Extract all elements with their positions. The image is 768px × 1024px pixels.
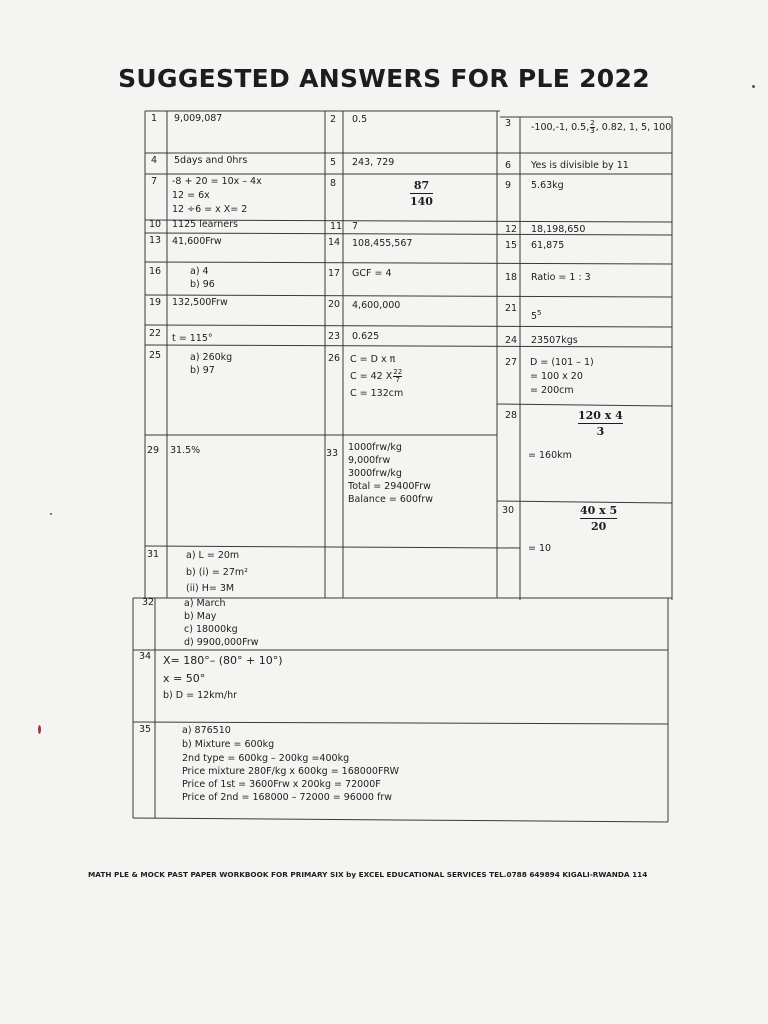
- q32-line-1: a) March: [184, 598, 226, 609]
- q16-line-2: b) 96: [190, 279, 215, 290]
- q8-number: 8: [330, 178, 337, 189]
- q27-line-1: D = (101 – 1): [530, 357, 594, 368]
- q13-number: 13: [149, 235, 162, 246]
- q22-answer: t = 115°: [172, 333, 213, 344]
- q19-number: 19: [149, 297, 162, 308]
- q7-line-3: 12 ÷6 = x X= 2: [172, 204, 248, 215]
- q16-number: 16: [149, 266, 162, 277]
- q11-number: 11: [330, 221, 343, 232]
- q9-answer: 5.63kg: [531, 180, 564, 191]
- q32-line-3: c) 18000kg: [184, 624, 238, 635]
- q32-number: 32: [142, 597, 155, 608]
- q31-line-3: (ii) H= 3M: [186, 583, 235, 594]
- q30-result: = 10: [528, 543, 552, 554]
- q4-number: 4: [151, 155, 158, 166]
- q34-line-2: x = 50°: [163, 672, 206, 685]
- q26-line-2: C = 42 X $\frac{22}{7}$: [350, 368, 403, 384]
- q25-number: 25: [149, 350, 162, 361]
- q33-line-2: 9,000frw: [348, 455, 391, 466]
- q13-answer: 41,600Frw: [172, 236, 222, 247]
- q28-result: = 160km: [528, 450, 572, 461]
- q30-number: 30: [502, 505, 515, 516]
- q9-number: 9: [505, 180, 512, 191]
- q6-number: 6: [505, 160, 512, 171]
- q6-answer: Yes is divisible by 11: [531, 160, 629, 171]
- q25-line-1: a) 260kg: [190, 352, 233, 363]
- q27-line-2: = 100 x 20: [530, 371, 583, 382]
- q31-line-1: a) L = 20m: [186, 550, 240, 561]
- q33-line-4: Total = 29400Frw: [348, 481, 431, 492]
- q22-number: 22: [149, 328, 162, 339]
- scan-speck: [38, 725, 41, 734]
- q35-number: 35: [139, 724, 152, 735]
- q26-line-1: C = D x π: [350, 354, 396, 365]
- q7-number: 7: [151, 176, 158, 187]
- q35-line-4: Price mixture 280F/kg x 600kg = 168000FRW: [182, 766, 400, 777]
- q34-number: 34: [139, 651, 152, 662]
- q15-number: 15: [505, 240, 518, 251]
- q31-number: 31: [147, 549, 160, 560]
- q33-number: 33: [326, 448, 339, 459]
- q35-line-1: a) 876510: [182, 725, 231, 736]
- q35-line-2: b) Mixture = 600kg: [182, 739, 275, 750]
- q1-answer: 9,009,087: [174, 113, 223, 124]
- q19-answer: 132,500Frw: [172, 297, 228, 308]
- q21-number: 21: [505, 303, 518, 314]
- q5-number: 5: [330, 157, 337, 168]
- q25-line-2: b) 97: [190, 365, 215, 376]
- q33-line-3: 3000frw/kg: [348, 468, 402, 479]
- q10-number: 10: [149, 219, 162, 230]
- q16-line-1: a) 4: [190, 266, 209, 277]
- q31-line-2: b) (i) = 27m²: [186, 567, 248, 578]
- q29-number: 29: [147, 445, 160, 456]
- q20-answer: 4,600,000: [352, 300, 401, 311]
- q27-number: 27: [505, 357, 518, 368]
- q21-answer: $5^5$: [531, 309, 542, 323]
- q24-answer: 23507kgs: [531, 335, 578, 346]
- q18-answer: Ratio = 1 : 3: [531, 272, 591, 283]
- q15-answer: 61,875: [531, 240, 565, 251]
- q24-number: 24: [505, 335, 518, 346]
- q28-number: 28: [505, 410, 518, 421]
- q14-number: 14: [328, 237, 341, 248]
- q3-answer: -100,-1, 0.5, $\frac{2}{3}$ , 0.82, 1, 5, 100: [531, 119, 672, 135]
- q11-answer: 7: [352, 221, 359, 232]
- q12-answer: 18,198,650: [531, 224, 586, 235]
- q34-line-1: X= 180°– (80° + 10°): [163, 654, 283, 667]
- q33-line-5: Balance = 600frw: [348, 494, 434, 505]
- q4-answer: 5days and 0hrs: [174, 155, 248, 166]
- scan-speck: [752, 85, 755, 88]
- q23-answer: 0.625: [352, 331, 380, 342]
- page-footer: MATH PLE & MOCK PAST PAPER WORKBOOK FOR PRIMARY SIX by EXCEL EDUCATIONAL SERVICES TEL.0788 649894 KIGALI-RWANDA 114: [88, 870, 648, 879]
- q32-line-2: b) May: [184, 611, 217, 622]
- q14-answer: 108,455,567: [352, 238, 413, 249]
- q2-answer: 0.5: [352, 114, 368, 125]
- q29-answer: 31.5%: [170, 445, 201, 456]
- q1-number: 1: [151, 113, 158, 124]
- scan-speck: [50, 513, 52, 515]
- q3-fraction: $\frac{2}{3}$: [590, 119, 595, 135]
- q35-line-5: Price of 1st = 3600Frw x 200kg = 72000F: [182, 779, 381, 790]
- q26-number: 26: [328, 353, 341, 364]
- q26-line-3: C = 132cm: [350, 388, 404, 399]
- q17-answer: GCF = 4: [352, 268, 392, 279]
- q18-number: 18: [505, 272, 518, 283]
- q5-answer: 243, 729: [352, 157, 395, 168]
- q30-fraction: 40 x 5 20: [580, 504, 618, 533]
- q35-line-3: 2nd type = 600kg – 200kg =400kg: [182, 753, 350, 764]
- q28-fraction: 120 x 4 3: [578, 409, 623, 438]
- q3-number: 3: [505, 118, 512, 129]
- q10-answer: 1125 learners: [172, 219, 238, 230]
- q32-line-4: d) 9900,000Frw: [184, 637, 259, 648]
- q8-fraction: 87 140: [410, 179, 433, 208]
- q35-line-6: Price of 2nd = 168000 – 72000 = 96000 frw: [182, 792, 393, 803]
- q2-number: 2: [330, 114, 337, 125]
- q33-line-1: 1000frw/kg: [348, 442, 402, 453]
- q7-line-1: -8 + 20 = 10x – 4x: [172, 176, 262, 187]
- q20-number: 20: [328, 299, 341, 310]
- q27-line-3: = 200cm: [530, 385, 574, 396]
- q23-number: 23: [328, 331, 341, 342]
- q7-line-2: 12 = 6x: [172, 190, 210, 201]
- page-title: SUGGESTED ANSWERS FOR PLE 2022: [118, 64, 650, 93]
- q34-line-3: b) D = 12km/hr: [163, 690, 238, 701]
- q12-number: 12: [505, 224, 518, 235]
- q17-number: 17: [328, 268, 341, 279]
